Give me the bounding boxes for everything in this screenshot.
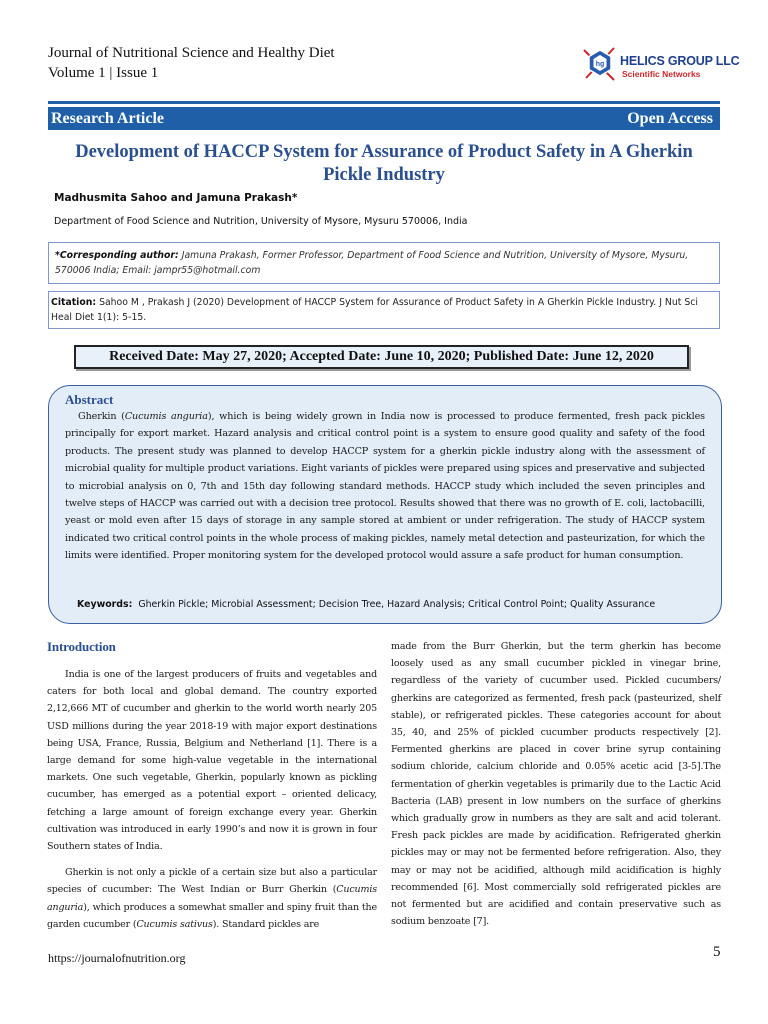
- corresponding-label: *Corresponding author:: [55, 250, 179, 261]
- citation-text: Sahoo M , Prakash J (2020) Development of HACCP System for Assurance of Product Safety in A Gherkin Pickle Industry. J Nut Sci Heal Diet 1(1): 5-15.: [51, 297, 698, 323]
- logo-name: HELICS GROUP LLC: [620, 54, 740, 68]
- keywords-list: Gherkin Pickle; Microbial Assessment; Decision Tree, Hazard Analysis; Critical Control Point; Quality Assurance: [138, 599, 656, 610]
- hexagon-logo-icon: [580, 44, 620, 84]
- footer-url[interactable]: https://journalofnutrition.org: [48, 951, 186, 965]
- intro-paragraph-2: Gherkin is not only a pickle of a certain size but also a particular species of cucumber: The West Indian or Burr Gherkin (Cucumis anguria), which produces a somewhat smaller and spiny fruit than the garden cucumber (Cucumis sativus). Standard pickles are: [47, 867, 377, 930]
- keywords: [77, 599, 655, 610]
- citation-box: [48, 291, 720, 329]
- affiliation: Department of Food Science and Nutrition, University of Mysore, Mysuru 570006, India: [54, 216, 468, 227]
- header-rule: [48, 101, 720, 104]
- logo-tagline: Scientific Networks: [622, 69, 701, 79]
- citation-label: Citation:: [51, 297, 97, 308]
- publisher-logo[interactable]: [580, 44, 740, 86]
- open-access-label: Open Access: [627, 110, 713, 127]
- intro-paragraph-3: made from the Burr Gherkin, but the term gherkin has become loosely used as any small cucumber pickled in vinegar brine, regardless of the variety of cucumber used. Pickled cucumbers/ gherkins are categorized as fermented, fresh pack (pasteurized, shelf stable), or refrigerated pickles. These categories account for about 35, 40, and 25% of pickled cucumber products respectively [2]. Fermented gherkins are placed in cover brine syrup containing sodium chloride, calcium chloride and 0.05% acetic acid [3-5].The fermentation of gherkin vegetables is primarily due to the Lactic Acid Bacteria (LAB) present in low numbers on the surface of gherkins which gradually grow in numbers as they are salt and acid tolerant. Fresh pack pickles are made by acidification. Refrigerated gherkin pickles may or may not be fermented before refrigeration. Also, they may or may not be acidified, although mild acidification is highly recommended [6]. Most commercially sold refrigerated pickles are not fermented but are acidified and contain preservative such as sodium benzoate [7].: [391, 641, 721, 928]
- article-type-bar: [48, 107, 720, 130]
- corresponding-text: Jamuna Prakash, Former Professor, Department of Food Science and Nutrition, University of Mysore, Mysuru, 570006 India; Email: jampr55@hotmail.com: [55, 250, 689, 276]
- abstract-heading: Abstract: [65, 392, 114, 407]
- introduction-heading: Introduction: [47, 639, 116, 654]
- svg-text:hg: hg: [595, 61, 605, 68]
- intro-paragraph-1: India is one of the largest producers of fruits and vegetables and caters for both local and global demand. The country exported 2,12,666 MT of cucumber and gherkin to the world worth nearly 205 USD millions during the year 2018-19 with major export destinations being USA, France, Russia, Belgium and Netherland [1]. There is a large demand for some high-value vegetable in the international markets. One such vegetable, Gherkin, popularly known as pickling cucumber, has emerged as a potential export – oriented delicacy, fetching a large amount of foreign exchange every year. Gherkin cultivation was introduced in early 1990’s and now it is grown in four Southern states of India.: [47, 669, 377, 853]
- dates-box: Received Date: May 27, 2020; Accepted Date: June 10, 2020; Published Date: June 12, 2020: [74, 345, 689, 369]
- volume-issue: Volume 1 | Issue 1: [48, 65, 159, 81]
- right-column: [391, 638, 721, 939]
- left-column: [47, 638, 377, 942]
- species-name: Cucumis anguria: [124, 411, 208, 422]
- corresponding-author-box: [48, 242, 720, 284]
- page-number: 5: [713, 944, 721, 960]
- journal-name: Journal of Nutritional Science and Healthy Diet: [48, 45, 335, 61]
- authors: Madhusmita Sahoo and Jamuna Prakash*: [54, 192, 298, 204]
- keywords-label: Keywords:: [77, 599, 133, 610]
- abstract-box: [48, 385, 722, 624]
- article-type: Research Article: [51, 110, 164, 127]
- journal-header: [48, 43, 335, 83]
- article-title: Development of HACCP System for Assurance of Product Safety in A Gherkin Pickle Industry: [75, 142, 693, 185]
- abstract-text: Gherkin (Cucumis anguria), which is being widely grown in India now is processed to produce fermented, fresh pack pickles principally for export market. Hazard analysis and critical control point is a system to ensure good quality and safety of the food products. The present study was planned to develop HACCP system for a gherkin pickle industry along with the assessment of microbial quality for multiple product variations. Eight variants of pickles were prepared using spices and preservative and subjected to microbial analysis on 0, 7th and 15th day following standard methods. HACCP study which included the seven principles and twelve steps of HACCP was carried out with a decision tree protocol. Results showed that there was no growth of E. coli, lactobacilli, yeast or mold even after 15 days of storage in any sample stored at ambient or under refrigeration. The study of HACCP system indicated two critical control points in the whole process of making pickles, namely metal detection and pasteurization, for which the limits were identified. Proper monitoring system for the developed protocol would assure a safe product for human consumption.: [65, 411, 705, 562]
